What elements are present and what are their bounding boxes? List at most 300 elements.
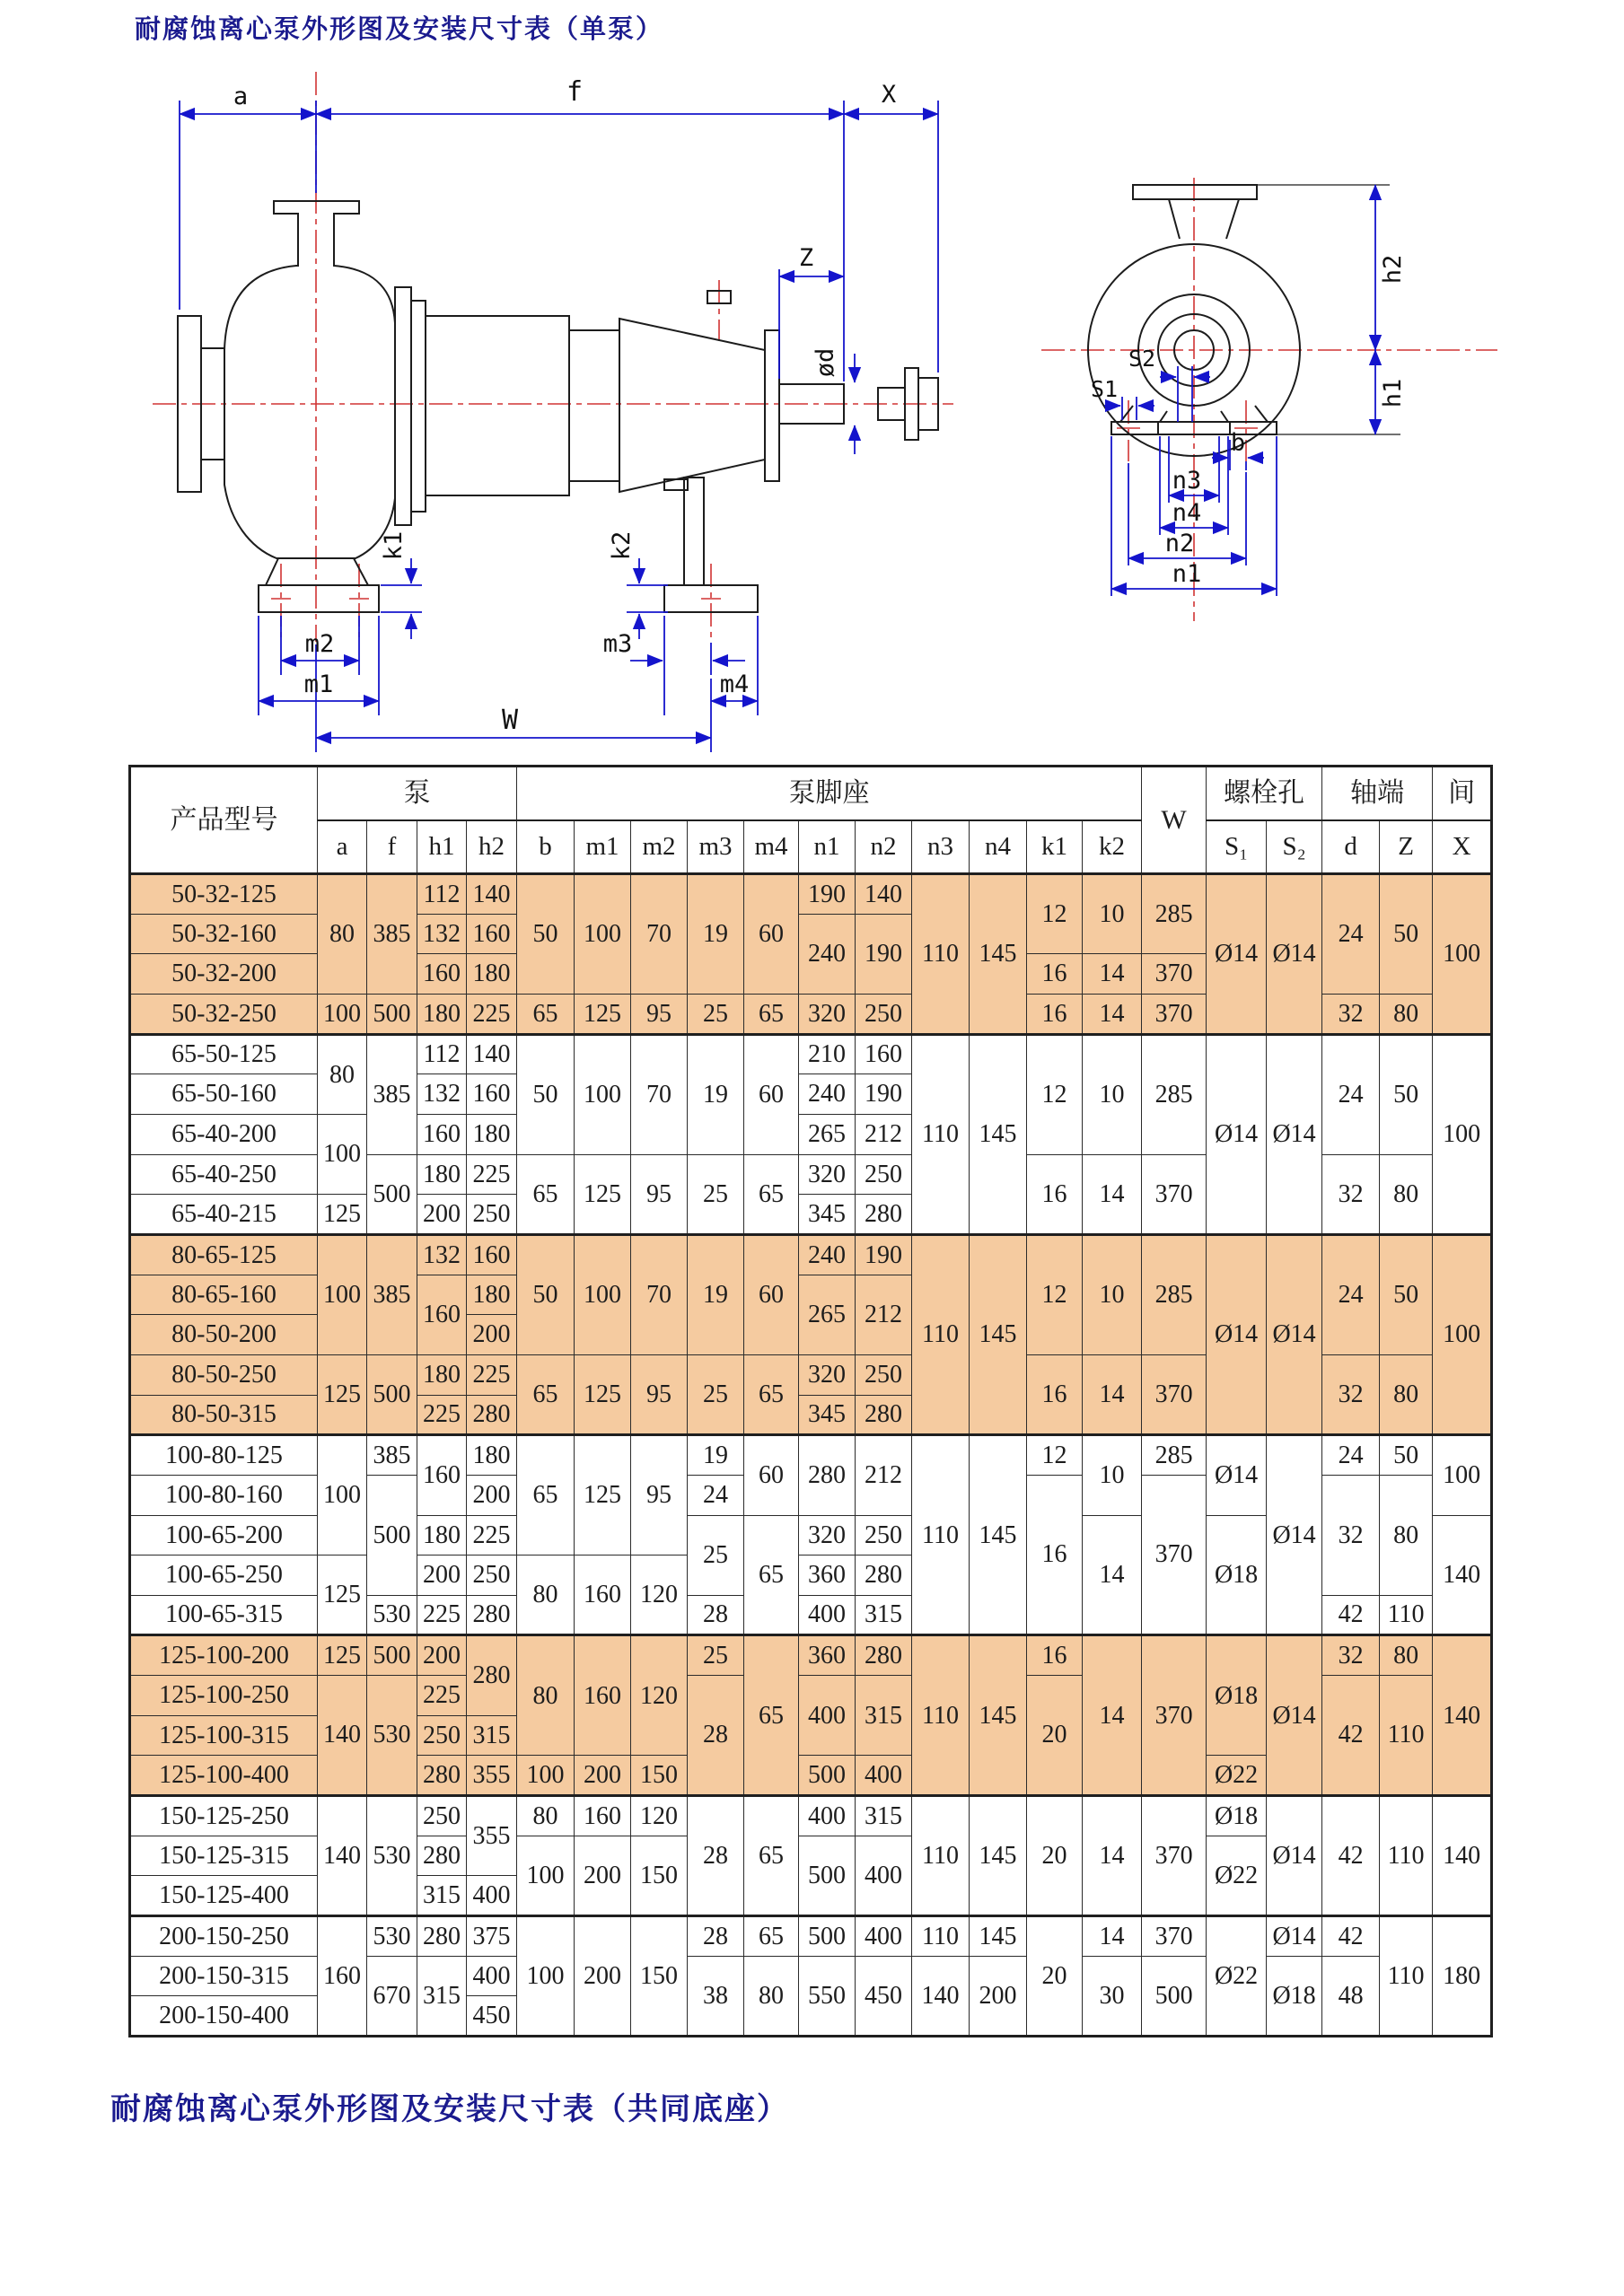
value-cell: 370 — [1142, 1475, 1207, 1635]
value-cell: 190 — [856, 1234, 912, 1275]
table-row — [130, 1796, 1492, 1836]
value-cell: 160 — [467, 1234, 517, 1275]
value-cell: 200 — [467, 1315, 517, 1355]
value-cell: 14 — [1083, 994, 1142, 1034]
value-cell: Ø14 — [1267, 1034, 1322, 1234]
header-f: f — [367, 820, 417, 874]
value-cell: 370 — [1142, 1154, 1207, 1234]
value-cell: 225 — [467, 1515, 517, 1555]
value-cell: 24 — [1322, 1034, 1380, 1154]
value-cell: Ø14 — [1267, 1234, 1322, 1434]
value-cell: 16 — [1027, 1475, 1083, 1635]
header-n1: n1 — [799, 820, 856, 874]
value-cell: 42 — [1322, 1916, 1380, 1957]
value-cell: 100 — [517, 1756, 575, 1796]
value-cell: Ø14 — [1267, 1916, 1322, 1957]
value-cell: 100 — [575, 874, 631, 995]
value-cell: 25 — [688, 1515, 744, 1595]
value-cell: 12 — [1027, 1034, 1083, 1154]
value-cell: 112 — [417, 874, 467, 915]
value-cell: 125 — [575, 994, 631, 1034]
value-cell: 315 — [417, 1956, 467, 2036]
table-row — [130, 1435, 1492, 1476]
value-cell: 140 — [1433, 1796, 1492, 1916]
value-cell: 16 — [1027, 954, 1083, 995]
value-cell: 150 — [631, 1756, 688, 1796]
value-cell: 100 — [517, 1916, 575, 2037]
dim-m3-label: m3 — [602, 630, 633, 658]
value-cell: Ø18 — [1207, 1635, 1267, 1756]
model-cell: 100-65-250 — [130, 1555, 318, 1596]
value-cell: 225 — [467, 1154, 517, 1195]
dim-n2-label: n2 — [1164, 530, 1195, 557]
value-cell: 140 — [1433, 1515, 1492, 1635]
value-cell: 140 — [318, 1676, 367, 1796]
value-cell: 70 — [631, 1034, 688, 1154]
value-cell: 400 — [856, 1916, 912, 1957]
value-cell: 24 — [688, 1475, 744, 1515]
value-cell: 320 — [799, 1154, 856, 1195]
value-cell: 385 — [367, 1034, 417, 1154]
value-cell: 370 — [1142, 954, 1207, 995]
model-cell: 65-40-200 — [130, 1114, 318, 1154]
value-cell: Ø14 — [1267, 1796, 1322, 1916]
header-m2: m2 — [631, 820, 688, 874]
value-cell: 50 — [517, 874, 575, 995]
value-cell: 180 — [467, 954, 517, 995]
header-gap-group: 间 — [1433, 767, 1492, 820]
value-cell: 28 — [688, 1676, 744, 1796]
value-cell: 530 — [367, 1676, 417, 1796]
value-cell: 240 — [799, 914, 856, 994]
dim-m1-label: m1 — [303, 670, 334, 698]
value-cell: 10 — [1083, 1034, 1142, 1154]
value-cell: 190 — [799, 874, 856, 915]
value-cell: 100 — [517, 1836, 575, 1915]
value-cell: 315 — [856, 1796, 912, 1836]
value-cell: 19 — [688, 1435, 744, 1476]
value-cell: 100 — [318, 1114, 367, 1194]
value-cell: 14 — [1083, 954, 1142, 995]
value-cell: 112 — [417, 1034, 467, 1074]
value-cell: 400 — [467, 1956, 517, 1996]
value-cell: 14 — [1083, 1916, 1142, 1957]
header-m4: m4 — [744, 820, 799, 874]
header-b: b — [517, 820, 575, 874]
value-cell: 212 — [856, 1435, 912, 1515]
value-cell: 14 — [1083, 1154, 1142, 1234]
value-cell: 140 — [856, 874, 912, 915]
header-m1: m1 — [575, 820, 631, 874]
value-cell: 160 — [417, 1114, 467, 1154]
value-cell: 400 — [856, 1756, 912, 1796]
value-cell: 30 — [1083, 1956, 1142, 2036]
value-cell: 14 — [1083, 1354, 1142, 1434]
value-cell: 160 — [417, 1435, 467, 1515]
value-cell: 145 — [970, 1635, 1027, 1796]
header-pump-group: 泵 — [318, 767, 517, 820]
value-cell: 280 — [856, 1195, 912, 1235]
value-cell: 370 — [1142, 1916, 1207, 1957]
value-cell: 12 — [1027, 1234, 1083, 1354]
value-cell: 285 — [1142, 874, 1207, 954]
value-cell: Ø14 — [1267, 1635, 1322, 1796]
value-cell: 110 — [912, 1916, 970, 1957]
value-cell: 125 — [575, 1435, 631, 1555]
value-cell: 400 — [856, 1836, 912, 1915]
value-cell: 32 — [1322, 1635, 1380, 1676]
value-cell: 140 — [318, 1796, 367, 1916]
value-cell: 280 — [417, 1756, 467, 1796]
model-cell: 65-40-250 — [130, 1154, 318, 1195]
value-cell: 320 — [799, 1515, 856, 1555]
dim-n3-label: n3 — [1172, 467, 1202, 495]
value-cell: 50 — [1380, 1435, 1433, 1476]
value-cell: 95 — [631, 1154, 688, 1234]
value-cell: 160 — [318, 1916, 367, 2037]
value-cell: 10 — [1083, 874, 1142, 954]
value-cell: 180 — [467, 1435, 517, 1476]
value-cell: Ø18 — [1207, 1515, 1267, 1635]
header-h1: h1 — [417, 820, 467, 874]
end-view-outline — [1088, 185, 1400, 456]
value-cell: 80 — [1380, 1635, 1433, 1676]
model-cell: 125-100-400 — [130, 1756, 318, 1796]
value-cell: 12 — [1027, 874, 1083, 954]
value-cell: 530 — [367, 1796, 417, 1916]
dim-x-label: X — [881, 81, 897, 109]
value-cell: Ø14 — [1267, 1435, 1322, 1635]
value-cell: 132 — [417, 1234, 467, 1275]
model-cell: 100-65-315 — [130, 1595, 318, 1635]
value-cell: 180 — [417, 994, 467, 1034]
value-cell: 240 — [799, 1234, 856, 1275]
dim-h2-label: h2 — [1379, 254, 1407, 285]
value-cell: 145 — [970, 1034, 1027, 1234]
dim-s2-label: S2 — [1128, 346, 1156, 372]
header-m3: m3 — [688, 820, 744, 874]
value-cell: 285 — [1142, 1234, 1207, 1354]
value-cell: 180 — [417, 1515, 467, 1555]
model-cell: 100-80-125 — [130, 1435, 318, 1476]
value-cell: 385 — [367, 874, 417, 995]
value-cell: 16 — [1027, 1635, 1083, 1676]
value-cell: 65 — [744, 1354, 799, 1434]
value-cell: 450 — [467, 1996, 517, 2037]
value-cell: 315 — [467, 1715, 517, 1756]
value-cell: 24 — [1322, 874, 1380, 995]
value-cell: 160 — [467, 914, 517, 954]
value-cell: 500 — [367, 1475, 417, 1595]
value-cell: 190 — [856, 914, 912, 994]
value-cell: 80 — [318, 1034, 367, 1114]
value-cell: 225 — [417, 1395, 467, 1435]
value-cell: 100 — [575, 1234, 631, 1354]
header-s2: S₂ — [1267, 820, 1322, 874]
value-cell: 160 — [575, 1555, 631, 1635]
header-n4: n4 — [970, 820, 1027, 874]
model-cell: 150-125-250 — [130, 1796, 318, 1836]
value-cell: 100 — [1433, 1234, 1492, 1434]
table-row — [130, 874, 1492, 915]
value-cell: 500 — [367, 1635, 417, 1676]
value-cell: 225 — [467, 1354, 517, 1395]
value-cell: 320 — [799, 994, 856, 1034]
value-cell: 160 — [467, 1074, 517, 1115]
value-cell: 65 — [517, 1354, 575, 1434]
value-cell: 24 — [1322, 1435, 1380, 1476]
value-cell: 125 — [318, 1555, 367, 1635]
value-cell: 20 — [1027, 1916, 1083, 2037]
value-cell: 180 — [467, 1114, 517, 1154]
value-cell: 42 — [1322, 1676, 1380, 1796]
value-cell: 14 — [1083, 1635, 1142, 1796]
value-cell: 32 — [1322, 1475, 1380, 1595]
value-cell: 160 — [417, 1275, 467, 1354]
value-cell: 145 — [970, 874, 1027, 1035]
value-cell: 145 — [970, 1234, 1027, 1434]
value-cell: 530 — [367, 1595, 417, 1635]
value-cell: 250 — [467, 1195, 517, 1235]
value-cell: 385 — [367, 1435, 417, 1476]
value-cell: 500 — [1142, 1956, 1207, 2036]
value-cell: 400 — [799, 1595, 856, 1635]
model-cell: 125-100-200 — [130, 1635, 318, 1676]
value-cell: 32 — [1322, 1354, 1380, 1434]
value-cell: 400 — [467, 1876, 517, 1916]
value-cell: 370 — [1142, 1796, 1207, 1916]
model-cell: 125-100-315 — [130, 1715, 318, 1756]
value-cell: 370 — [1142, 1635, 1207, 1796]
value-cell: 65 — [517, 994, 575, 1034]
value-cell: 280 — [467, 1395, 517, 1435]
value-cell: 180 — [467, 1275, 517, 1315]
value-cell: 80 — [318, 874, 367, 995]
value-cell: Ø14 — [1207, 874, 1267, 1035]
value-cell: 120 — [631, 1796, 688, 1836]
value-cell: 100 — [318, 994, 367, 1034]
value-cell: 385 — [367, 1234, 417, 1354]
header-x: X — [1433, 820, 1492, 874]
value-cell: 280 — [856, 1635, 912, 1676]
value-cell: 120 — [631, 1555, 688, 1635]
model-cell: 65-50-125 — [130, 1034, 318, 1074]
value-cell: 50 — [1380, 1234, 1433, 1354]
value-cell: 500 — [367, 994, 417, 1034]
value-cell: 95 — [631, 994, 688, 1034]
value-cell: 280 — [417, 1916, 467, 1957]
value-cell: 140 — [467, 1034, 517, 1074]
value-cell: 25 — [688, 994, 744, 1034]
value-cell: 375 — [467, 1916, 517, 1957]
value-cell: 50 — [517, 1234, 575, 1354]
value-cell: 345 — [799, 1395, 856, 1435]
value-cell: 500 — [799, 1836, 856, 1915]
value-cell: 60 — [744, 1234, 799, 1354]
value-cell: 80 — [1380, 1154, 1433, 1234]
value-cell: 120 — [631, 1635, 688, 1756]
dim-f-label: f — [566, 76, 584, 108]
value-cell: 80 — [517, 1635, 575, 1756]
model-cell: 50-32-200 — [130, 954, 318, 995]
value-cell: 280 — [417, 1836, 467, 1876]
model-cell: 50-32-125 — [130, 874, 318, 915]
value-cell: 280 — [856, 1555, 912, 1596]
value-cell: 110 — [912, 1796, 970, 1916]
dim-n4-label: n4 — [1172, 499, 1202, 527]
end-view-dimensions — [1104, 185, 1375, 596]
value-cell: 100 — [575, 1034, 631, 1154]
value-cell: 200 — [417, 1635, 467, 1676]
value-cell: 400 — [799, 1676, 856, 1756]
value-cell: 100 — [318, 1435, 367, 1555]
value-cell: 180 — [1433, 1916, 1492, 2037]
value-cell: 212 — [856, 1114, 912, 1154]
header-z: Z — [1380, 820, 1433, 874]
value-cell: 145 — [970, 1796, 1027, 1916]
value-cell: 200 — [467, 1475, 517, 1515]
model-cell: 80-50-200 — [130, 1315, 318, 1355]
value-cell: 145 — [970, 1435, 1027, 1635]
value-cell: 65 — [744, 1916, 799, 1957]
dim-w-label: W — [501, 705, 519, 736]
model-cell: 100-80-160 — [130, 1475, 318, 1515]
header-k2: k2 — [1083, 820, 1142, 874]
value-cell: 280 — [856, 1395, 912, 1435]
value-cell: 160 — [575, 1635, 631, 1756]
value-cell: 60 — [744, 874, 799, 995]
value-cell: 65 — [744, 994, 799, 1034]
table-row — [130, 1234, 1492, 1275]
header-n3: n3 — [912, 820, 970, 874]
value-cell: 80 — [517, 1555, 575, 1635]
dim-b-label: b — [1230, 429, 1246, 457]
value-cell: 200 — [417, 1555, 467, 1596]
value-cell: 345 — [799, 1195, 856, 1235]
value-cell: 125 — [318, 1635, 367, 1676]
model-cell: 50-32-250 — [130, 994, 318, 1034]
value-cell: 250 — [856, 1154, 912, 1195]
value-cell: 180 — [417, 1354, 467, 1395]
value-cell: 160 — [575, 1796, 631, 1836]
value-cell: 250 — [467, 1555, 517, 1596]
value-cell: 95 — [631, 1435, 688, 1555]
value-cell: 32 — [1322, 994, 1380, 1034]
side-view-dimensions — [180, 101, 938, 752]
model-cell: 80-65-125 — [130, 1234, 318, 1275]
dim-a-label: a — [233, 83, 249, 110]
value-cell: 80 — [744, 1956, 799, 2036]
value-cell: 150 — [631, 1916, 688, 2037]
value-cell: 190 — [856, 1074, 912, 1115]
value-cell: 110 — [1380, 1595, 1433, 1635]
value-cell: 110 — [1380, 1676, 1433, 1796]
table-row — [130, 1916, 1492, 1957]
value-cell: 530 — [367, 1916, 417, 1957]
value-cell: 360 — [799, 1555, 856, 1596]
value-cell: 19 — [688, 874, 744, 995]
value-cell: 70 — [631, 874, 688, 995]
header-foot-group: 泵脚座 — [517, 767, 1142, 820]
value-cell: 65 — [744, 1515, 799, 1635]
value-cell: 140 — [1433, 1635, 1492, 1796]
side-view-labels — [233, 76, 896, 736]
value-cell: 225 — [417, 1595, 467, 1635]
header-d: d — [1322, 820, 1380, 874]
model-cell: 50-32-160 — [130, 914, 318, 954]
value-cell: 250 — [856, 1515, 912, 1555]
value-cell: 24 — [1322, 1234, 1380, 1354]
dim-k2-label: k2 — [608, 530, 636, 561]
value-cell: 500 — [799, 1756, 856, 1796]
model-cell: 150-125-400 — [130, 1876, 318, 1916]
value-cell: 315 — [856, 1595, 912, 1635]
value-cell: 110 — [912, 1034, 970, 1234]
header-s1: S₁ — [1207, 820, 1267, 874]
value-cell: 16 — [1027, 994, 1083, 1034]
header-model: 产品型号 — [130, 767, 318, 874]
value-cell: 280 — [467, 1635, 517, 1715]
value-cell: 95 — [631, 1354, 688, 1434]
model-cell: 200-150-315 — [130, 1956, 318, 1996]
value-cell: 285 — [1142, 1435, 1207, 1476]
value-cell: 200 — [575, 1836, 631, 1915]
value-cell: 32 — [1322, 1154, 1380, 1234]
value-cell: 25 — [688, 1354, 744, 1434]
table-row — [130, 1635, 1492, 1676]
value-cell: 370 — [1142, 1354, 1207, 1434]
value-cell: 50 — [517, 1034, 575, 1154]
value-cell: 110 — [912, 1635, 970, 1796]
side-view-outline — [178, 201, 938, 612]
value-cell: Ø22 — [1207, 1836, 1267, 1915]
value-cell: Ø18 — [1267, 1956, 1322, 2036]
value-cell: 28 — [688, 1796, 744, 1916]
header-k1: k1 — [1027, 820, 1083, 874]
value-cell: 240 — [799, 1074, 856, 1115]
model-cell: 200-150-250 — [130, 1916, 318, 1957]
value-cell: 200 — [417, 1195, 467, 1235]
value-cell: 42 — [1322, 1796, 1380, 1916]
value-cell: 400 — [799, 1796, 856, 1836]
dim-m2-label: m2 — [304, 630, 335, 658]
value-cell: 80 — [1380, 1354, 1433, 1434]
value-cell: Ø22 — [1207, 1916, 1267, 2037]
value-cell: 10 — [1083, 1234, 1142, 1354]
header-a: a — [318, 820, 367, 874]
value-cell: 180 — [417, 1154, 467, 1195]
model-cell: 65-50-160 — [130, 1074, 318, 1115]
value-cell: 550 — [799, 1956, 856, 2036]
dim-h1-label: h1 — [1379, 378, 1407, 408]
header-bolt-group: 螺栓孔 — [1207, 767, 1322, 820]
value-cell: 65 — [744, 1154, 799, 1234]
value-cell: 65 — [517, 1154, 575, 1234]
header-shaft-group: 轴端 — [1322, 767, 1433, 820]
value-cell: 110 — [912, 874, 970, 1035]
dim-k1-label: k1 — [380, 530, 408, 561]
value-cell: 12 — [1027, 1435, 1083, 1476]
value-cell: 28 — [688, 1916, 744, 1957]
value-cell: Ø14 — [1207, 1034, 1267, 1234]
value-cell: 285 — [1142, 1034, 1207, 1154]
value-cell: 60 — [744, 1034, 799, 1154]
model-cell: 80-65-160 — [130, 1275, 318, 1315]
model-cell: 200-150-400 — [130, 1996, 318, 2037]
value-cell: 110 — [1380, 1916, 1433, 2037]
value-cell: 38 — [688, 1956, 744, 2036]
header-n2: n2 — [856, 820, 912, 874]
